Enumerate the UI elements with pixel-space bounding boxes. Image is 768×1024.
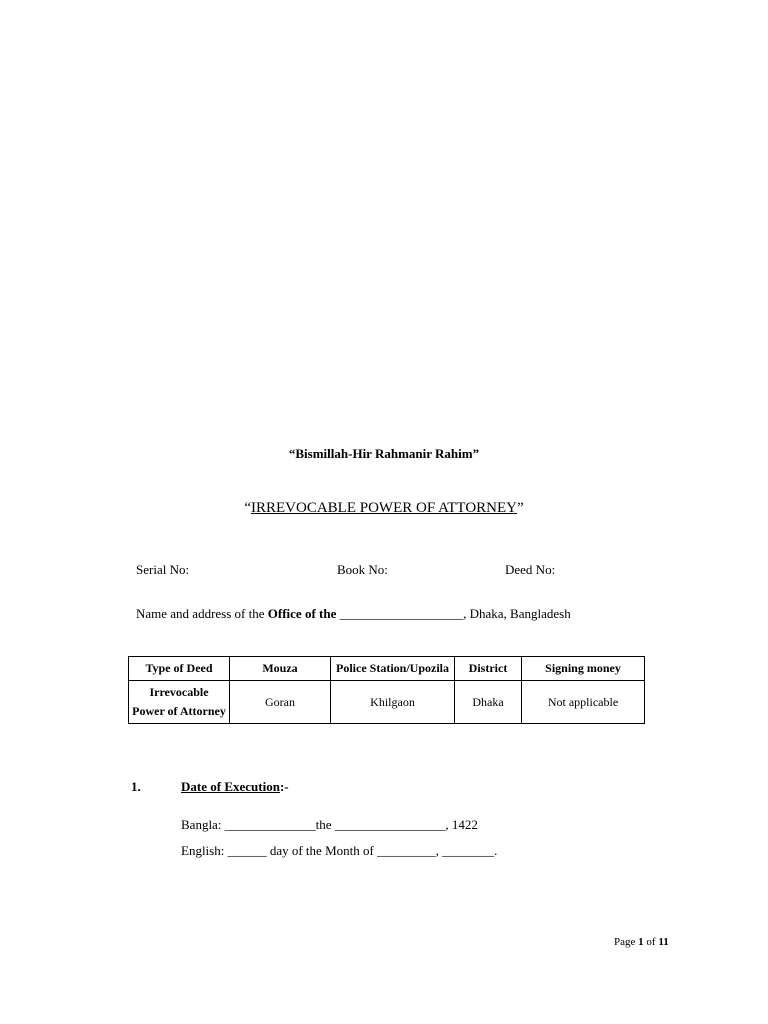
table-header-row xyxy=(129,657,645,681)
document-title xyxy=(0,500,768,517)
cell-police-station: Khilgaon xyxy=(331,681,455,724)
page-current: 1 xyxy=(638,936,644,948)
title-close-quote: ” xyxy=(517,500,524,516)
page-of: of xyxy=(643,936,659,948)
book-no-label: Book No: xyxy=(337,562,388,577)
cell-type-of-deed: Irrevocable Power of Attorney xyxy=(129,681,230,724)
header-mouza: Mouza xyxy=(230,657,331,681)
office-blank: ___________________ xyxy=(336,606,464,621)
page-total: 11 xyxy=(658,936,669,948)
header-type-of-deed: Type of Deed xyxy=(129,657,230,681)
office-suffix: , Dhaka, Bangladesh xyxy=(463,606,571,621)
title-open-quote: “ xyxy=(244,500,251,516)
cell-mouza: Goran xyxy=(230,681,331,724)
serial-no-label: Serial No: xyxy=(136,562,190,577)
section-title xyxy=(181,779,289,795)
english-date-line: English: ______ day of the Month of _________, ________. xyxy=(181,843,498,858)
section-number: 1. xyxy=(131,779,141,794)
page-label: Page xyxy=(614,936,639,948)
deed-no-label: Deed No: xyxy=(505,562,556,577)
bangla-date-line: Bangla: ______________the _________________, 1422 xyxy=(181,817,478,832)
header-district: District xyxy=(455,657,522,681)
office-bold: Office of the xyxy=(267,606,337,621)
table-row xyxy=(129,681,645,724)
cell-district: Dhaka xyxy=(455,681,522,724)
page-number xyxy=(614,936,669,948)
section-title-suffix: :- xyxy=(279,779,289,794)
header-police-station: Police Station/Upozila xyxy=(331,657,455,681)
bismillah-heading: “Bismillah-Hir Rahmanir Rahim” xyxy=(288,446,480,461)
deed-info-table xyxy=(128,656,645,724)
title-text: IRREVOCABLE POWER OF ATTORNEY xyxy=(251,500,517,516)
office-prefix: Name and address of the xyxy=(136,606,268,621)
section-title-text: Date of Execution xyxy=(181,779,280,794)
office-address-line xyxy=(136,606,571,622)
cell-signing-money: Not applicable xyxy=(522,681,645,724)
header-signing-money: Signing money xyxy=(522,657,645,681)
